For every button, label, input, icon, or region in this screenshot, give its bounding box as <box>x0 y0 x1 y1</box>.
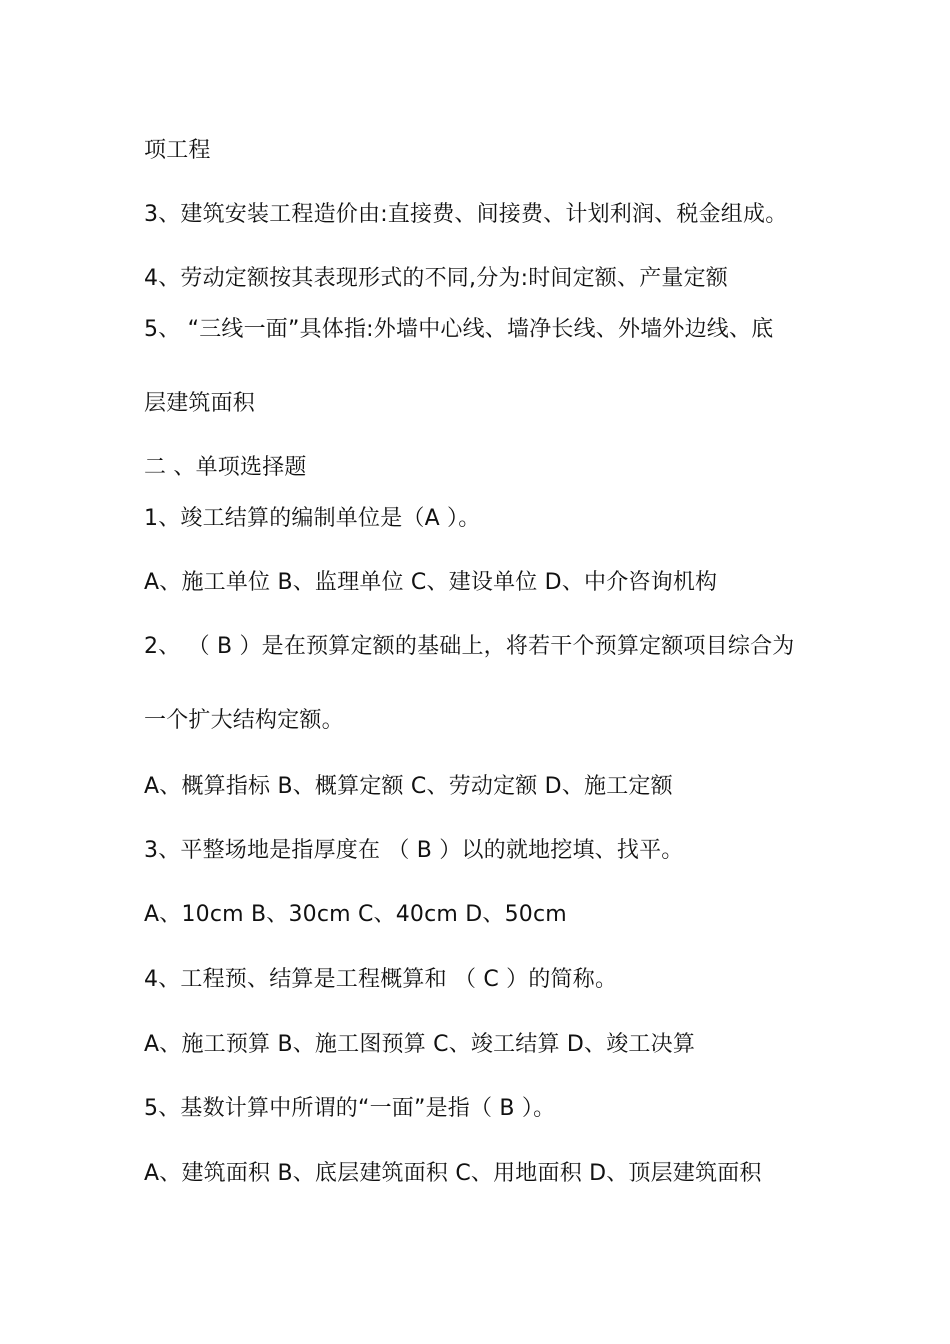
text-line-continuation: 项工程 <box>144 138 211 163</box>
question-3-options: A、10cm B、30cm C、40cm D、50cm <box>144 902 567 927</box>
question-2-options: A、概算指标 B、概算定额 C、劳动定额 D、施工定额 <box>144 774 673 799</box>
question-1: 1、竣工结算的编制单位是（A ）。 <box>144 506 481 531</box>
question-4: 4、工程预、结算是工程概算和 （ C ）的简称。 <box>144 967 618 992</box>
question-5: 5、基数计算中所谓的“一面”是指（ B ）。 <box>144 1096 556 1121</box>
text-line-item-3: 3、建筑安装工程造价由:直接费、间接费、计划利润、税金组成。 <box>144 202 788 227</box>
text-line-item-5: 5、 “三线一面”具体指:外墙中心线、墙净长线、外墙外边线、底 <box>144 317 774 342</box>
question-1-options: A、施工单位 B、监理单位 C、建设单位 D、中介咨询机构 <box>144 570 718 595</box>
question-4-options: A、施工预算 B、施工图预算 C、竣工结算 D、竣工决算 <box>144 1032 696 1057</box>
text-line-item-4: 4、劳动定额按其表现形式的不同,分为:时间定额、产量定额 <box>144 266 729 291</box>
question-5-options: A、建筑面积 B、底层建筑面积 C、用地面积 D、顶层建筑面积 <box>144 1161 762 1186</box>
section-heading: 二 、单项选择题 <box>144 455 307 480</box>
text-line-item-5-continuation: 层建筑面积 <box>144 391 256 416</box>
question-2: 2、 （ B ）是在预算定额的基础上，将若干个预算定额项目综合为 <box>144 634 795 659</box>
question-2-continuation: 一个扩大结构定额。 <box>144 708 344 733</box>
question-3: 3、平整场地是指厚度在 （ B ）以的就地挖填、找平。 <box>144 838 684 863</box>
